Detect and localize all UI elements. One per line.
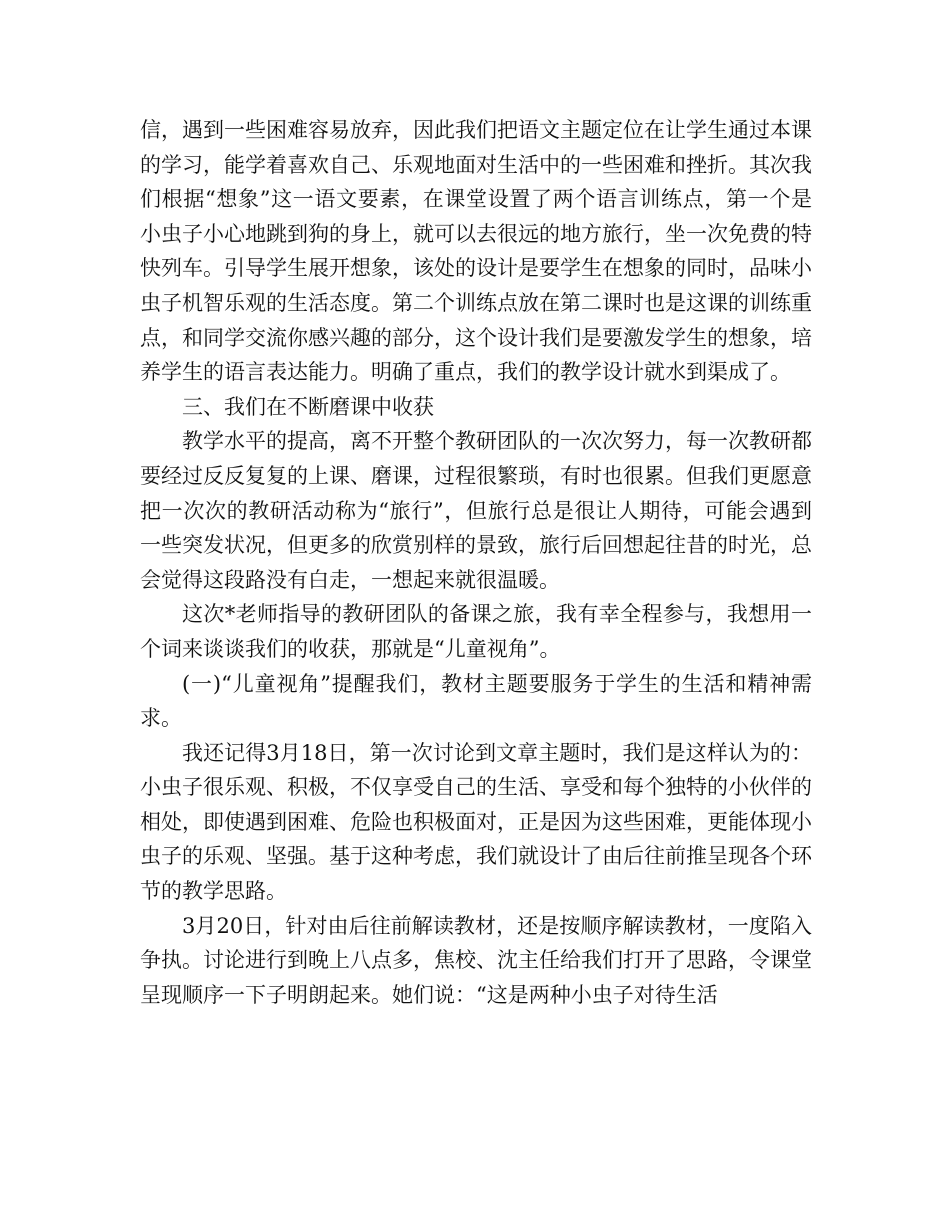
paragraph-continuation: 信，遇到一些困难容易放弃，因此我们把语文主题定位在让学生通过本课的学习，能学着喜欢自己、乐观地面对生活中的一些困难和挫折。其次我们根据“想象”这一语文要素，在课堂设置了两个语言训练点，第一个是小虫子小心地跳到狗的身上，就可以去很远的地方旅行，坐一次免费的特快列车。引导学生展开想象，该处的设计是要学生在想象的同时，品味小虫子机智乐观的生活态度。第二个训练点放在第二课时也是这课的训练重点，和同学交流你感兴趣的部分，这个设计我们是要激发学生的想象，培养学生的语言表达能力。明确了重点，我们的教学设计就水到渠成了。: [140, 118, 812, 385]
subsection-heading: (一)“儿童视角”提醒我们，教材主题要服务于学生的生活和精神需求。: [140, 671, 812, 731]
paragraph: 教学水平的提高，离不开整个教研团队的一次次努力，每一次教研都要经过反反复复的上课、磨课，过程很繁琐，有时也很累。但我们更愿意把一次次的教研活动称为“旅行”，但旅行总是很让人期待，可能会遇到一些突发状况，但更多的欣赏别样的景致，旅行后回想起往昔的时光，总会觉得这段路没有白走，一想起来就很温暖。: [140, 429, 812, 592]
section-heading: 三、我们在不断磨课中收获: [182, 394, 434, 419]
paragraph: 3月20日，针对由后往前解读教材，还是按顺序解读教材，一度陷入争执。讨论进行到晚上八点多，焦校、沈主任给我们打开了思路，令课堂呈现顺序一下子明朗起来。她们说：“这是两种小虫子对待生活: [140, 913, 812, 1007]
paragraph: 这次*老师指导的教研团队的备课之旅，我有幸全程参与，我想用一个词来谈谈我们的收获，那就是“儿童视角”。: [140, 602, 812, 661]
paragraph: 我还记得3月18日，第一次讨论到文章主题时，我们是这样认为的：小虫子很乐观、积极，不仅享受自己的生活、享受和每个独特的小伙伴的相处，即使遇到困难、危险也积极面对，正是因为这些困难，更能体现小虫子的乐观、坚强。基于这种考虑，我们就设计了由后往前推呈现各个环节的教学思路。: [140, 740, 812, 904]
document-body: [140, 113, 812, 1012]
